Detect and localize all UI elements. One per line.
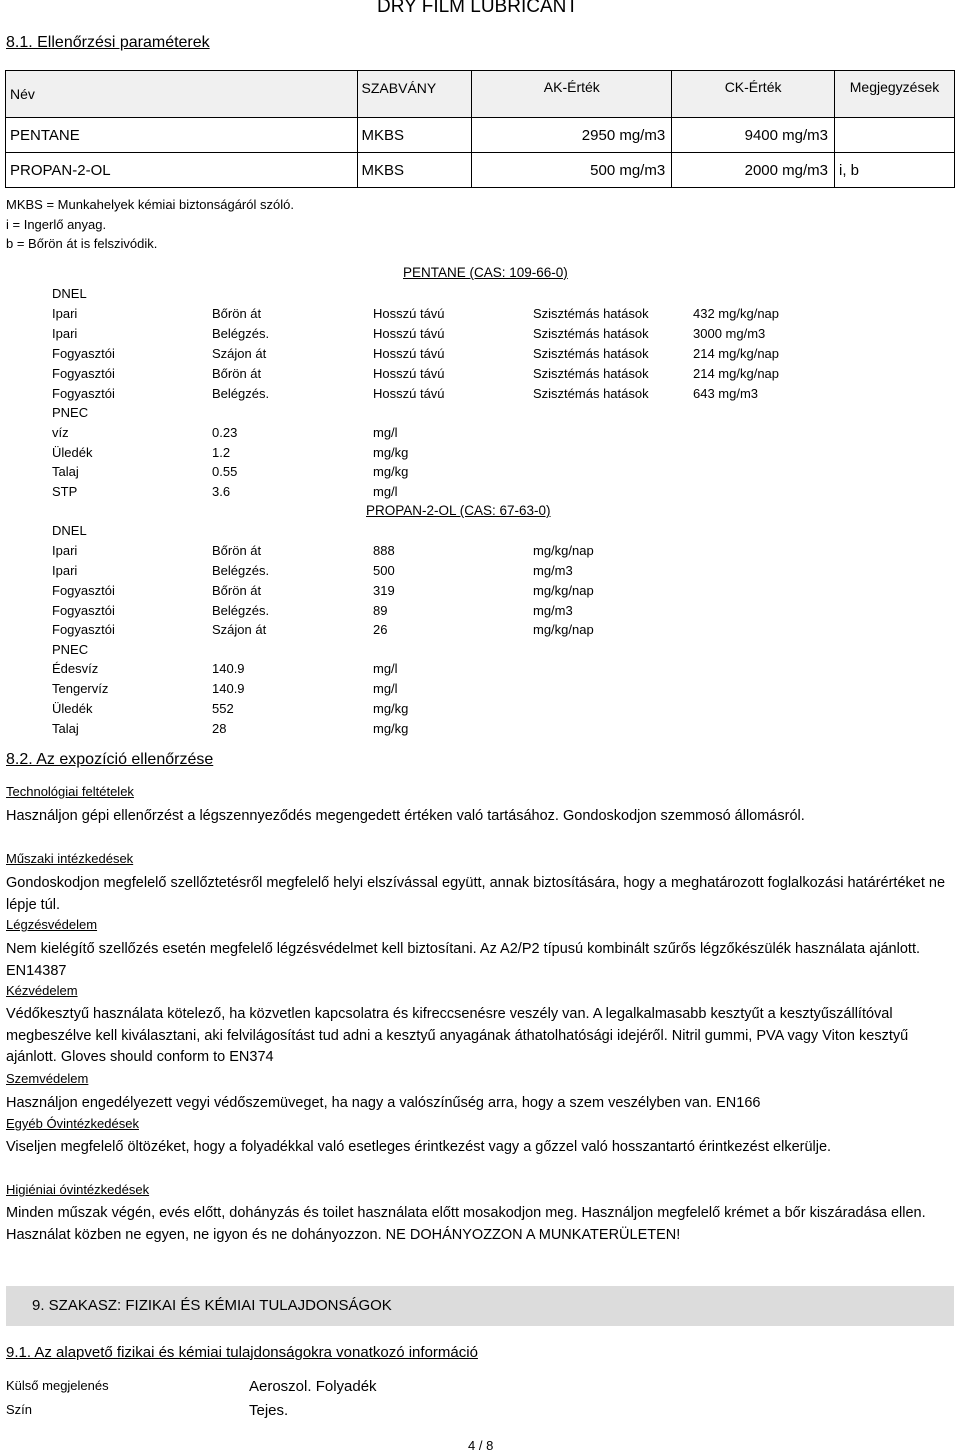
- cell-population: Ipari: [52, 543, 78, 558]
- document-title: DRY FILM LUBRICANT: [377, 0, 578, 17]
- note-line: i = Ingerlő anyag.: [6, 217, 107, 232]
- cell-notes: [835, 118, 955, 153]
- section-8-2-heading: 8.2. Az expozíció ellenőrzése: [6, 751, 214, 768]
- cell-value: 888: [373, 543, 395, 558]
- cell-medium: Talaj: [52, 721, 79, 736]
- cell-route: Szájon át: [212, 622, 267, 637]
- cell-value: 89: [373, 603, 388, 618]
- cell-duration: Hosszú távú: [373, 366, 445, 381]
- control-heading: Szemvédelem: [6, 1071, 89, 1086]
- cell-route: Bőrön át: [212, 583, 262, 598]
- cell-route: Szájon át: [212, 346, 267, 361]
- cell-medium: STP: [52, 484, 78, 499]
- cell-value: 26: [373, 622, 388, 637]
- cell-route: Bőrön át: [212, 543, 262, 558]
- control-heading: Légzésvédelem: [6, 917, 98, 932]
- cell-medium: víz: [52, 425, 69, 440]
- cell-duration: Hosszú távú: [373, 346, 445, 361]
- exposure-limits-table: [5, 70, 955, 188]
- cell-effect: Szisztémás hatások: [533, 346, 649, 361]
- property-value: Aeroszol. Folyadék: [249, 1378, 377, 1395]
- cell-unit: mg/m3: [533, 563, 573, 578]
- cell-route: Belégzés.: [212, 326, 270, 341]
- pentane-dnel-label: DNEL: [52, 286, 87, 301]
- cell-population: Ipari: [52, 306, 78, 321]
- header-standard: SZABVÁNY: [357, 71, 472, 118]
- cell-unit: mg/l: [373, 661, 398, 676]
- cell-effect: Szisztémás hatások: [533, 366, 649, 381]
- control-text: Minden műszak végén, evés előtt, dohányzás és toilet használata előtt mosakodjon meg. Használjon megfelelő krémet a bőr kiszáradása ellen. Használat közben ne egyen, ne igyon és ne dohányozzon. NE DOHÁNYOZZON A MUNKATERÜLETEN!: [6, 1205, 926, 1243]
- cell-route: Belégzés.: [212, 386, 270, 401]
- cell-unit: mg/l: [373, 425, 398, 440]
- cell-route: Belégzés.: [212, 603, 270, 618]
- cell-name: PROPAN-2-OL: [6, 153, 358, 188]
- control-text: Használjon gépi ellenőrzést a légszennyeződés megengedett értéken való tartásához. Gondoskodjon szemmosó állomásról.: [6, 808, 805, 824]
- section-9-heading: 9. SZAKASZ: FIZIKAI ÉS KÉMIAI TULAJDONSÁGOK: [32, 1297, 392, 1314]
- cell-unit: mg/kg/nap: [533, 543, 594, 558]
- cell-effect: Szisztémás hatások: [533, 386, 649, 401]
- cell-value: 3000 mg/m3: [693, 326, 766, 341]
- section-9-1-heading: 9.1. Az alapvető fizikai és kémiai tulajdonságokra vonatkozó információ: [6, 1344, 478, 1361]
- control-heading: Egyéb Óvintézkedések: [6, 1116, 139, 1131]
- cell-unit: mg/l: [373, 484, 398, 499]
- cell-unit: mg/kg/nap: [533, 583, 594, 598]
- cell-population: Fogyasztói: [52, 366, 115, 381]
- table-header-row: [6, 71, 955, 118]
- cell-ak: 2950 mg/m3: [472, 118, 672, 153]
- control-heading: Technológiai feltételek: [6, 784, 134, 799]
- propanol-pnec-label: PNEC: [52, 642, 89, 657]
- cell-notes: i, b: [835, 153, 955, 188]
- cell-ak: 500 mg/m3: [472, 153, 672, 188]
- cell-population: Fogyasztói: [52, 386, 115, 401]
- cell-medium: Tengervíz: [52, 681, 109, 696]
- cell-value: 0.23: [212, 425, 238, 440]
- section-9-bar: [6, 1286, 954, 1326]
- cell-standard: MKBS: [357, 153, 472, 188]
- note-line: MKBS = Munkahelyek kémiai biztonságáról szóló.: [6, 197, 294, 212]
- cell-unit: mg/kg: [373, 701, 409, 716]
- control-heading: Higiéniai óvintézkedések: [6, 1182, 150, 1197]
- cell-medium: Édesvíz: [52, 661, 99, 676]
- propanol-dnel-label: DNEL: [52, 523, 87, 538]
- note-line: b = Bőrön át is felszivódik.: [6, 236, 158, 251]
- cell-name: PENTANE: [6, 118, 358, 153]
- section-8-1-heading: 8.1. Ellenőrzési paraméterek: [6, 34, 210, 51]
- propanol-title: PROPAN-2-OL (CAS: 67-63-0): [366, 503, 551, 518]
- property-label: Szín: [6, 1402, 33, 1417]
- cell-value: 3.6: [212, 484, 231, 499]
- cell-effect: Szisztémás hatások: [533, 326, 649, 341]
- cell-duration: Hosszú távú: [373, 306, 445, 321]
- cell-unit: mg/kg/nap: [533, 622, 594, 637]
- cell-ck: 9400 mg/m3: [672, 118, 835, 153]
- cell-population: Ipari: [52, 326, 78, 341]
- cell-unit: mg/m3: [533, 603, 573, 618]
- cell-value: 214 mg/kg/nap: [693, 366, 780, 381]
- cell-value: 214 mg/kg/nap: [693, 346, 780, 361]
- cell-medium: Talaj: [52, 464, 79, 479]
- pentane-title: PENTANE (CAS: 109-66-0): [403, 265, 568, 280]
- cell-value: 28: [212, 721, 227, 736]
- property-label: Külső megjelenés: [6, 1378, 109, 1393]
- header-ak: AK-Érték: [472, 71, 672, 118]
- cell-route: Bőrön át: [212, 306, 262, 321]
- cell-effect: Szisztémás hatások: [533, 306, 649, 321]
- cell-route: Bőrön át: [212, 366, 262, 381]
- cell-unit: mg/kg: [373, 445, 409, 460]
- cell-unit: mg/l: [373, 681, 398, 696]
- cell-value: 432 mg/kg/nap: [693, 306, 780, 321]
- cell-value: 319: [373, 583, 395, 598]
- control-text: Nem kielégítő szellőzés esetén megfelelő légzésvédelmet kell biztosítani. Az A2/P2 típusú kombinált szűrős légzőkészülék használata ajánlott. EN14387: [6, 941, 920, 979]
- cell-population: Fogyasztói: [52, 603, 115, 618]
- cell-value: 140.9: [212, 681, 245, 696]
- control-text: Védőkesztyű használata kötelező, ha közvetlen kapcsolatra és kifreccsenésre veszély van. A legalkalmasabb kesztyűt a kesztyűszállítóval megbeszélve kell kiválasztani, aki felvilágosítást tud adni a kesztyű anyagának áthatolhatósági idejéről. Nitril gummi, PVA vagy Viton kesztyű ajánlott. Gloves should conform to EN374: [6, 1006, 909, 1065]
- cell-value: 140.9: [212, 661, 245, 676]
- pentane-pnec-label: PNEC: [52, 405, 89, 420]
- header-notes: Megjegyzések: [835, 71, 955, 118]
- table-row: [6, 153, 955, 188]
- page-number: 4 / 8: [468, 1438, 494, 1453]
- header-ck: CK-Érték: [672, 71, 835, 118]
- cell-population: Fogyasztói: [52, 622, 115, 637]
- cell-medium: Üledék: [52, 701, 93, 716]
- table-row: [6, 118, 955, 153]
- cell-value: 643 mg/m3: [693, 386, 759, 401]
- cell-ck: 2000 mg/m3: [672, 153, 835, 188]
- cell-route: Belégzés.: [212, 563, 270, 578]
- cell-value: 552: [212, 701, 234, 716]
- cell-unit: mg/kg: [373, 464, 409, 479]
- cell-population: Ipari: [52, 563, 78, 578]
- cell-duration: Hosszú távú: [373, 386, 445, 401]
- cell-standard: MKBS: [357, 118, 472, 153]
- header-name: Név: [6, 71, 358, 118]
- cell-value: 0.55: [212, 464, 238, 479]
- cell-value: 1.2: [212, 445, 231, 460]
- cell-medium: Üledék: [52, 445, 93, 460]
- cell-population: Fogyasztói: [52, 583, 115, 598]
- cell-duration: Hosszú távú: [373, 326, 445, 341]
- control-text: Viseljen megfelelő öltözéket, hogy a folyadékkal való esetleges érintkezést vagy a gőzzel való hosszantartó érintkezést elkerülje.: [6, 1139, 832, 1155]
- cell-unit: mg/kg: [373, 721, 409, 736]
- control-heading: Kézvédelem: [6, 983, 78, 998]
- control-text: Használjon engedélyezett vegyi védőszemüveget, ha nagy a valószínűség arra, hogy a szem veszélyben van. EN166: [6, 1095, 761, 1111]
- property-value: Tejes.: [249, 1402, 289, 1419]
- control-text: Gondoskodjon megfelelő szellőztetésről megfelelő helyi elszívással együtt, annak biztosítására, hogy a meghatározott foglalkozási határértéket ne lépje túl.: [6, 875, 946, 913]
- cell-value: 500: [373, 563, 395, 578]
- control-heading: Műszaki intézkedések: [6, 851, 134, 866]
- cell-population: Fogyasztói: [52, 346, 115, 361]
